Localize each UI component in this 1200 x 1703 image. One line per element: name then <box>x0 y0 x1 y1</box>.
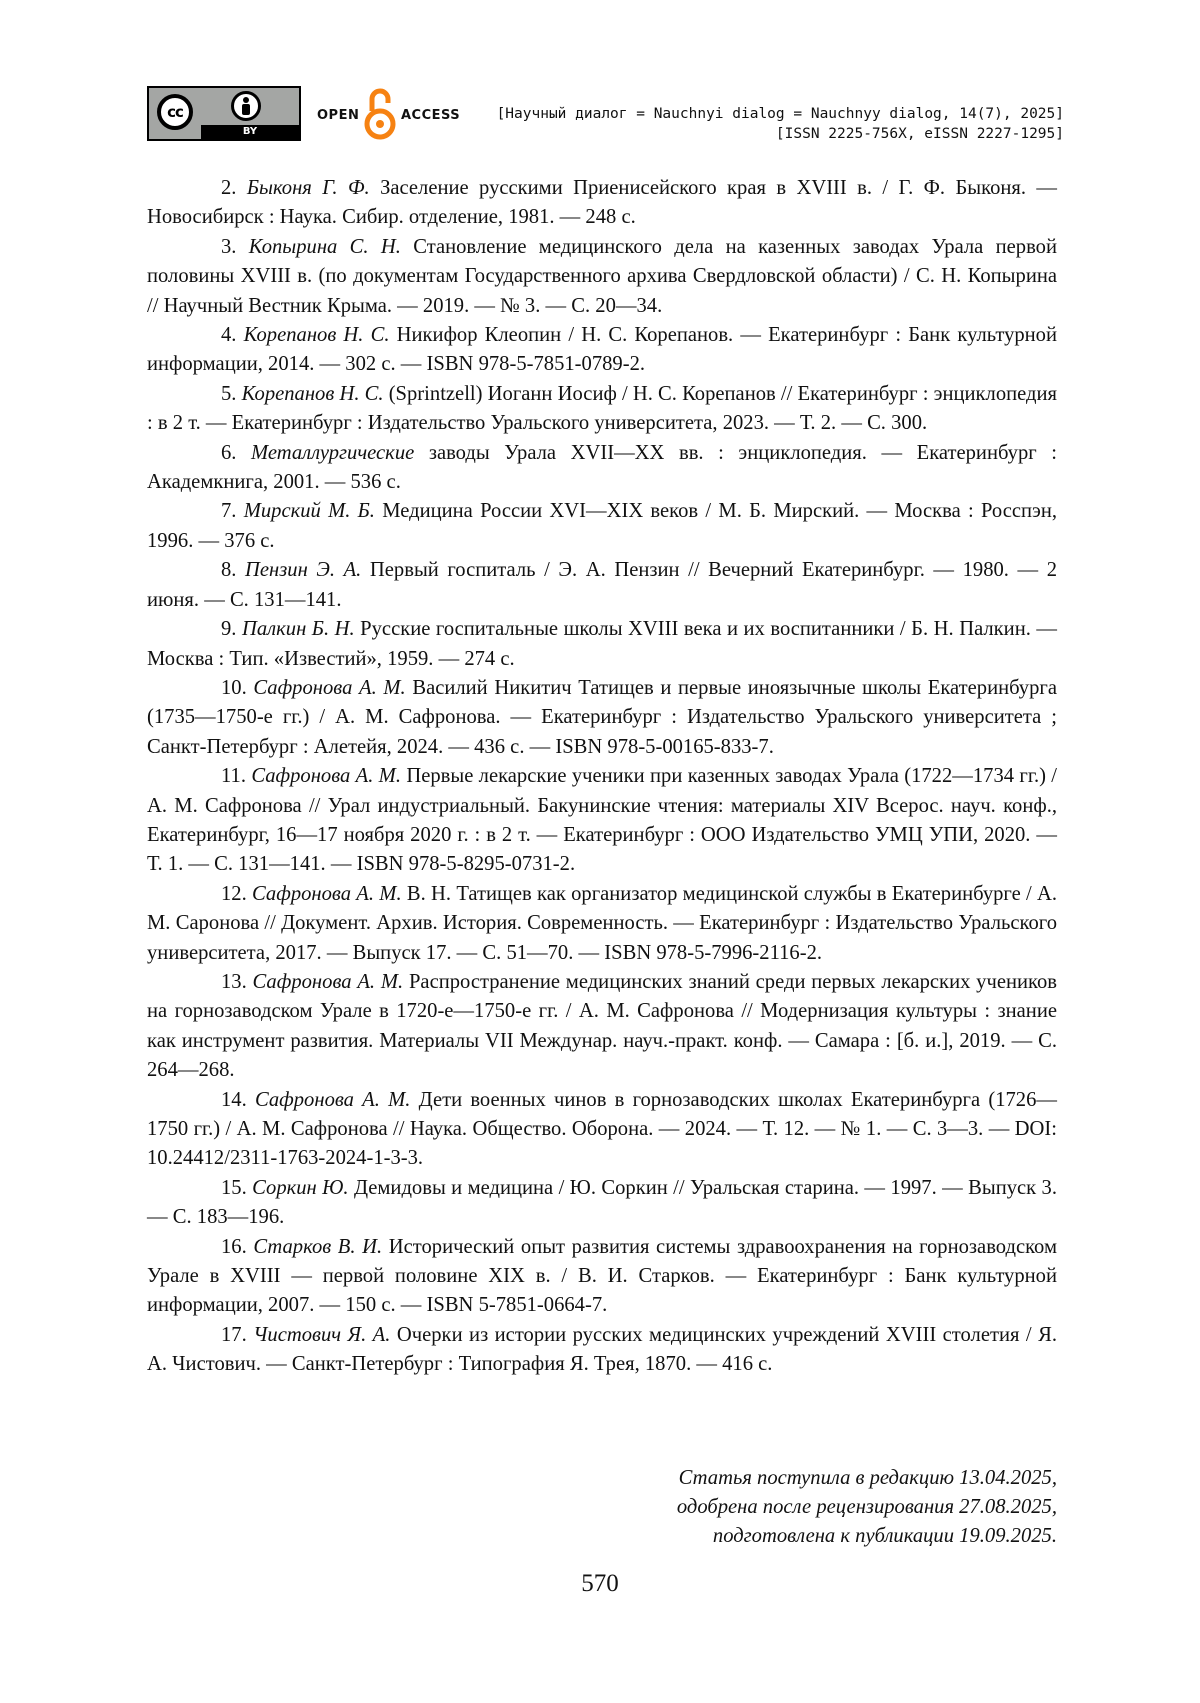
reference-number: 2. <box>221 177 237 199</box>
reference-text: Первый госпиталь / Э. А. Пензин // Вечерний Екатеринбург. — 1980. — 2 июня. — С. 131—141. <box>147 559 1057 611</box>
reference-number: 15. <box>221 1176 247 1199</box>
reference-item <box>147 674 1057 762</box>
reference-number: 13. <box>221 970 247 993</box>
open-access-word-open: OPEN <box>317 108 360 123</box>
reference-item <box>147 1233 1057 1321</box>
cc-by-license-badge[interactable] <box>147 86 301 141</box>
reference-item <box>147 497 1057 556</box>
open-access-word-access: ACCESS <box>401 108 461 123</box>
reference-text: Очерки из истории русских медицинских учреждений XVIII столетия / Я. А. Чистович. — Санкт-Петербург : Типография Я. Трея, 1870. — 416 с. <box>147 1323 1057 1376</box>
article-history <box>677 1464 1057 1551</box>
reference-author: Корепанов Н. С. <box>243 324 390 347</box>
reference-author: Палкин Б. Н. <box>241 618 355 641</box>
reference-number: 9. <box>221 618 237 641</box>
reference-item <box>147 1321 1057 1380</box>
journal-citation-header <box>497 104 1064 144</box>
reference-text: Заселение русскими Приенисейского края в XVIII в. / Г. Ф. Быконя. — Новосибирск : Наука. Сибир. отделение, 1981. — 248 с. <box>147 177 1057 229</box>
reference-item <box>147 615 1057 674</box>
reference-number: 10. <box>221 676 247 699</box>
reference-item <box>147 762 1057 880</box>
received-date-line: Статья поступила в редакцию 13.04.2025, <box>678 1467 1057 1489</box>
reference-number: 11. <box>221 765 246 788</box>
reference-author: Сафронова А. М. <box>254 1088 411 1111</box>
reference-number: 8. <box>221 559 237 582</box>
attribution-person-icon <box>231 91 261 121</box>
reference-number: 3. <box>221 235 237 258</box>
reference-author: Мирский М. Б. <box>243 500 375 523</box>
reference-author: Пензин Э. А. <box>245 559 362 582</box>
reference-item <box>147 968 1057 1086</box>
reference-author: Сафронова А. М. <box>252 970 404 993</box>
prepared-date-line: подготовлена к публикации 19.09.2025. <box>712 1525 1057 1547</box>
reference-author: Быконя Г. Ф. <box>246 177 370 199</box>
reference-author: Корепанов Н. С. <box>241 382 384 405</box>
reference-text: Медицина России XVI—XIX веков / М. Б. Мирский. — Москва : Росспэн, 1996. — 376 с. <box>147 500 1058 552</box>
reference-number: 17. <box>221 1323 247 1346</box>
reference-text: Становление медицинского дела на казенных заводах Урала первой половины XVIII в. (по документам Государственного архива Свердловской области) / С. Н. Копырина // Научный Вестник Крыма. — 2019. — № 3. — С. 20—34. <box>147 235 1057 317</box>
reference-number: 16. <box>221 1235 247 1258</box>
reference-text: В. Н. Татищев как организатор медицинской службы в Екатеринбурге / А. М. Саронова // Документ. Архив. История. Современность. — Екатеринбург : Издательство Уральского университета, 2017. — Выпуск 17. — С. 51—70. — ISBN 978-5-7996-2116-2. <box>147 882 1058 964</box>
reference-item <box>147 233 1057 321</box>
issn-line: [ISSN 2225-756X, eISSN 2227-1295] <box>775 126 1064 142</box>
reference-number: 7. <box>221 500 237 523</box>
reference-number: 6. <box>221 441 237 464</box>
reference-item <box>147 380 1057 439</box>
open-access-lock-icon <box>363 85 397 141</box>
reference-text: заводы Урала XVII—XX вв. : энциклопедия. — Екатеринбург : Академкнига, 2001. — 536 с. <box>147 441 1057 494</box>
journal-line: [Научный диалог = Nauchnyi dialog = Nauchnyy dialog, 14(7), 2025] <box>496 106 1064 122</box>
reference-item <box>147 556 1057 615</box>
reference-author: Сафронова А. М. <box>252 882 402 905</box>
reference-number: 5. <box>221 382 237 405</box>
reference-number: 14. <box>221 1088 247 1111</box>
license-by-label: BY <box>201 125 299 139</box>
reference-author: Чистович Я. А. <box>253 1323 391 1346</box>
references-list <box>147 174 1057 1380</box>
reference-number: 4. <box>221 324 237 347</box>
reference-item <box>147 880 1057 968</box>
reference-text: Распространение медицинских знаний среди первых лекарских учеников на горнозаводском Урале в 1720-е—1750-е гг. / А. М. Сафронова // Модернизация культуры : знание как инструмент развития. Материалы VII Междунар. науч.-практ. конф. — Самара : [б. и.], 2019. — С. 264—268. <box>147 970 1057 1082</box>
reference-author: Старков В. И. <box>253 1235 383 1258</box>
reference-text: Исторический опыт развития системы здравоохранения на горнозаводском Урале в XVIII — первой половине XIX в. / В. И. Старков. — Екатеринбург : Банк культурной информации, 2007. — 150 с. — ISBN 5-7851-0664-7. <box>147 1235 1057 1317</box>
reference-item <box>147 321 1057 380</box>
reference-text: (Sprintzell) Иоганн Иосиф / Н. С. Корепанов // Екатеринбург : энциклопедия : в 2 т. — Екатеринбург : Издательство Уральского университета, 2023. — Т. 2. — С. 300. <box>147 382 1057 435</box>
reference-text: Демидовы и медицина / Ю. Соркин // Уральская старина. — 1997. — Выпуск 3. — С. 183—196. <box>147 1176 1057 1229</box>
reference-item <box>147 1174 1057 1233</box>
reference-text: Дети военных чинов в горнозаводских школах Екатеринбурга (1726—1750 гг.) / А. М. Сафронова // Наука. Общество. Оборона. — 2024. — Т. 12. — № 1. — С. 3—3. — DOI: 10.24412/2311-1763-2024-1-3-3. <box>147 1088 1057 1170</box>
reference-item <box>147 439 1057 498</box>
reference-number: 12. <box>221 882 247 905</box>
creative-commons-icon: cc <box>157 94 193 130</box>
reference-author: Копырина С. Н. <box>248 235 401 258</box>
reference-text: Никифор Клеопин / Н. С. Корепанов. — Екатеринбург : Банк культурной информации, 2014. — 302 с. — ISBN 978-5-7851-0789-2. <box>147 324 1058 376</box>
reference-item <box>147 1086 1057 1174</box>
reference-text: Русские госпитальные школы XVIII века и их воспитанники / Б. Н. Палкин. — Москва : Тип. «Известий», 1959. — 274 с. <box>147 618 1057 670</box>
reference-author: Сафронова А. М. <box>253 676 406 699</box>
reference-author: Сафронова А. М. <box>251 765 401 788</box>
approved-date-line: одобрена после рецензирования 27.08.2025, <box>676 1496 1057 1518</box>
reference-text: Первые лекарские ученики при казенных заводах Урала (1722—1734 гг.) / А. М. Сафронова // Урал индустриальный. Бакунинские чтения: материалы XIV Всерос. науч. конф., Екатеринбург, 16—17 ноября 2020 г. : в 2 т. — Екатеринбург : ООО Издательство УМЦ УПИ, 2020. — Т. 1. — С. 131—141. — ISBN 978-5-8295-0731-2. <box>147 765 1058 876</box>
page-number: 570 <box>581 1570 619 1597</box>
reference-text: Василий Никитич Татищев и первые иноязычные школы Екатеринбурга (1735—1750-е гг.) / А. М. Сафронова. — Екатеринбург : Издательство Уральского университета ; Санкт-Петербург : Алетейя, 2024. — 436 с. — ISBN 978-5-00165-833-7. <box>147 676 1057 758</box>
reference-author: Металлургические <box>251 441 415 464</box>
reference-author: Соркин Ю. <box>252 1176 349 1199</box>
reference-item <box>147 174 1057 233</box>
